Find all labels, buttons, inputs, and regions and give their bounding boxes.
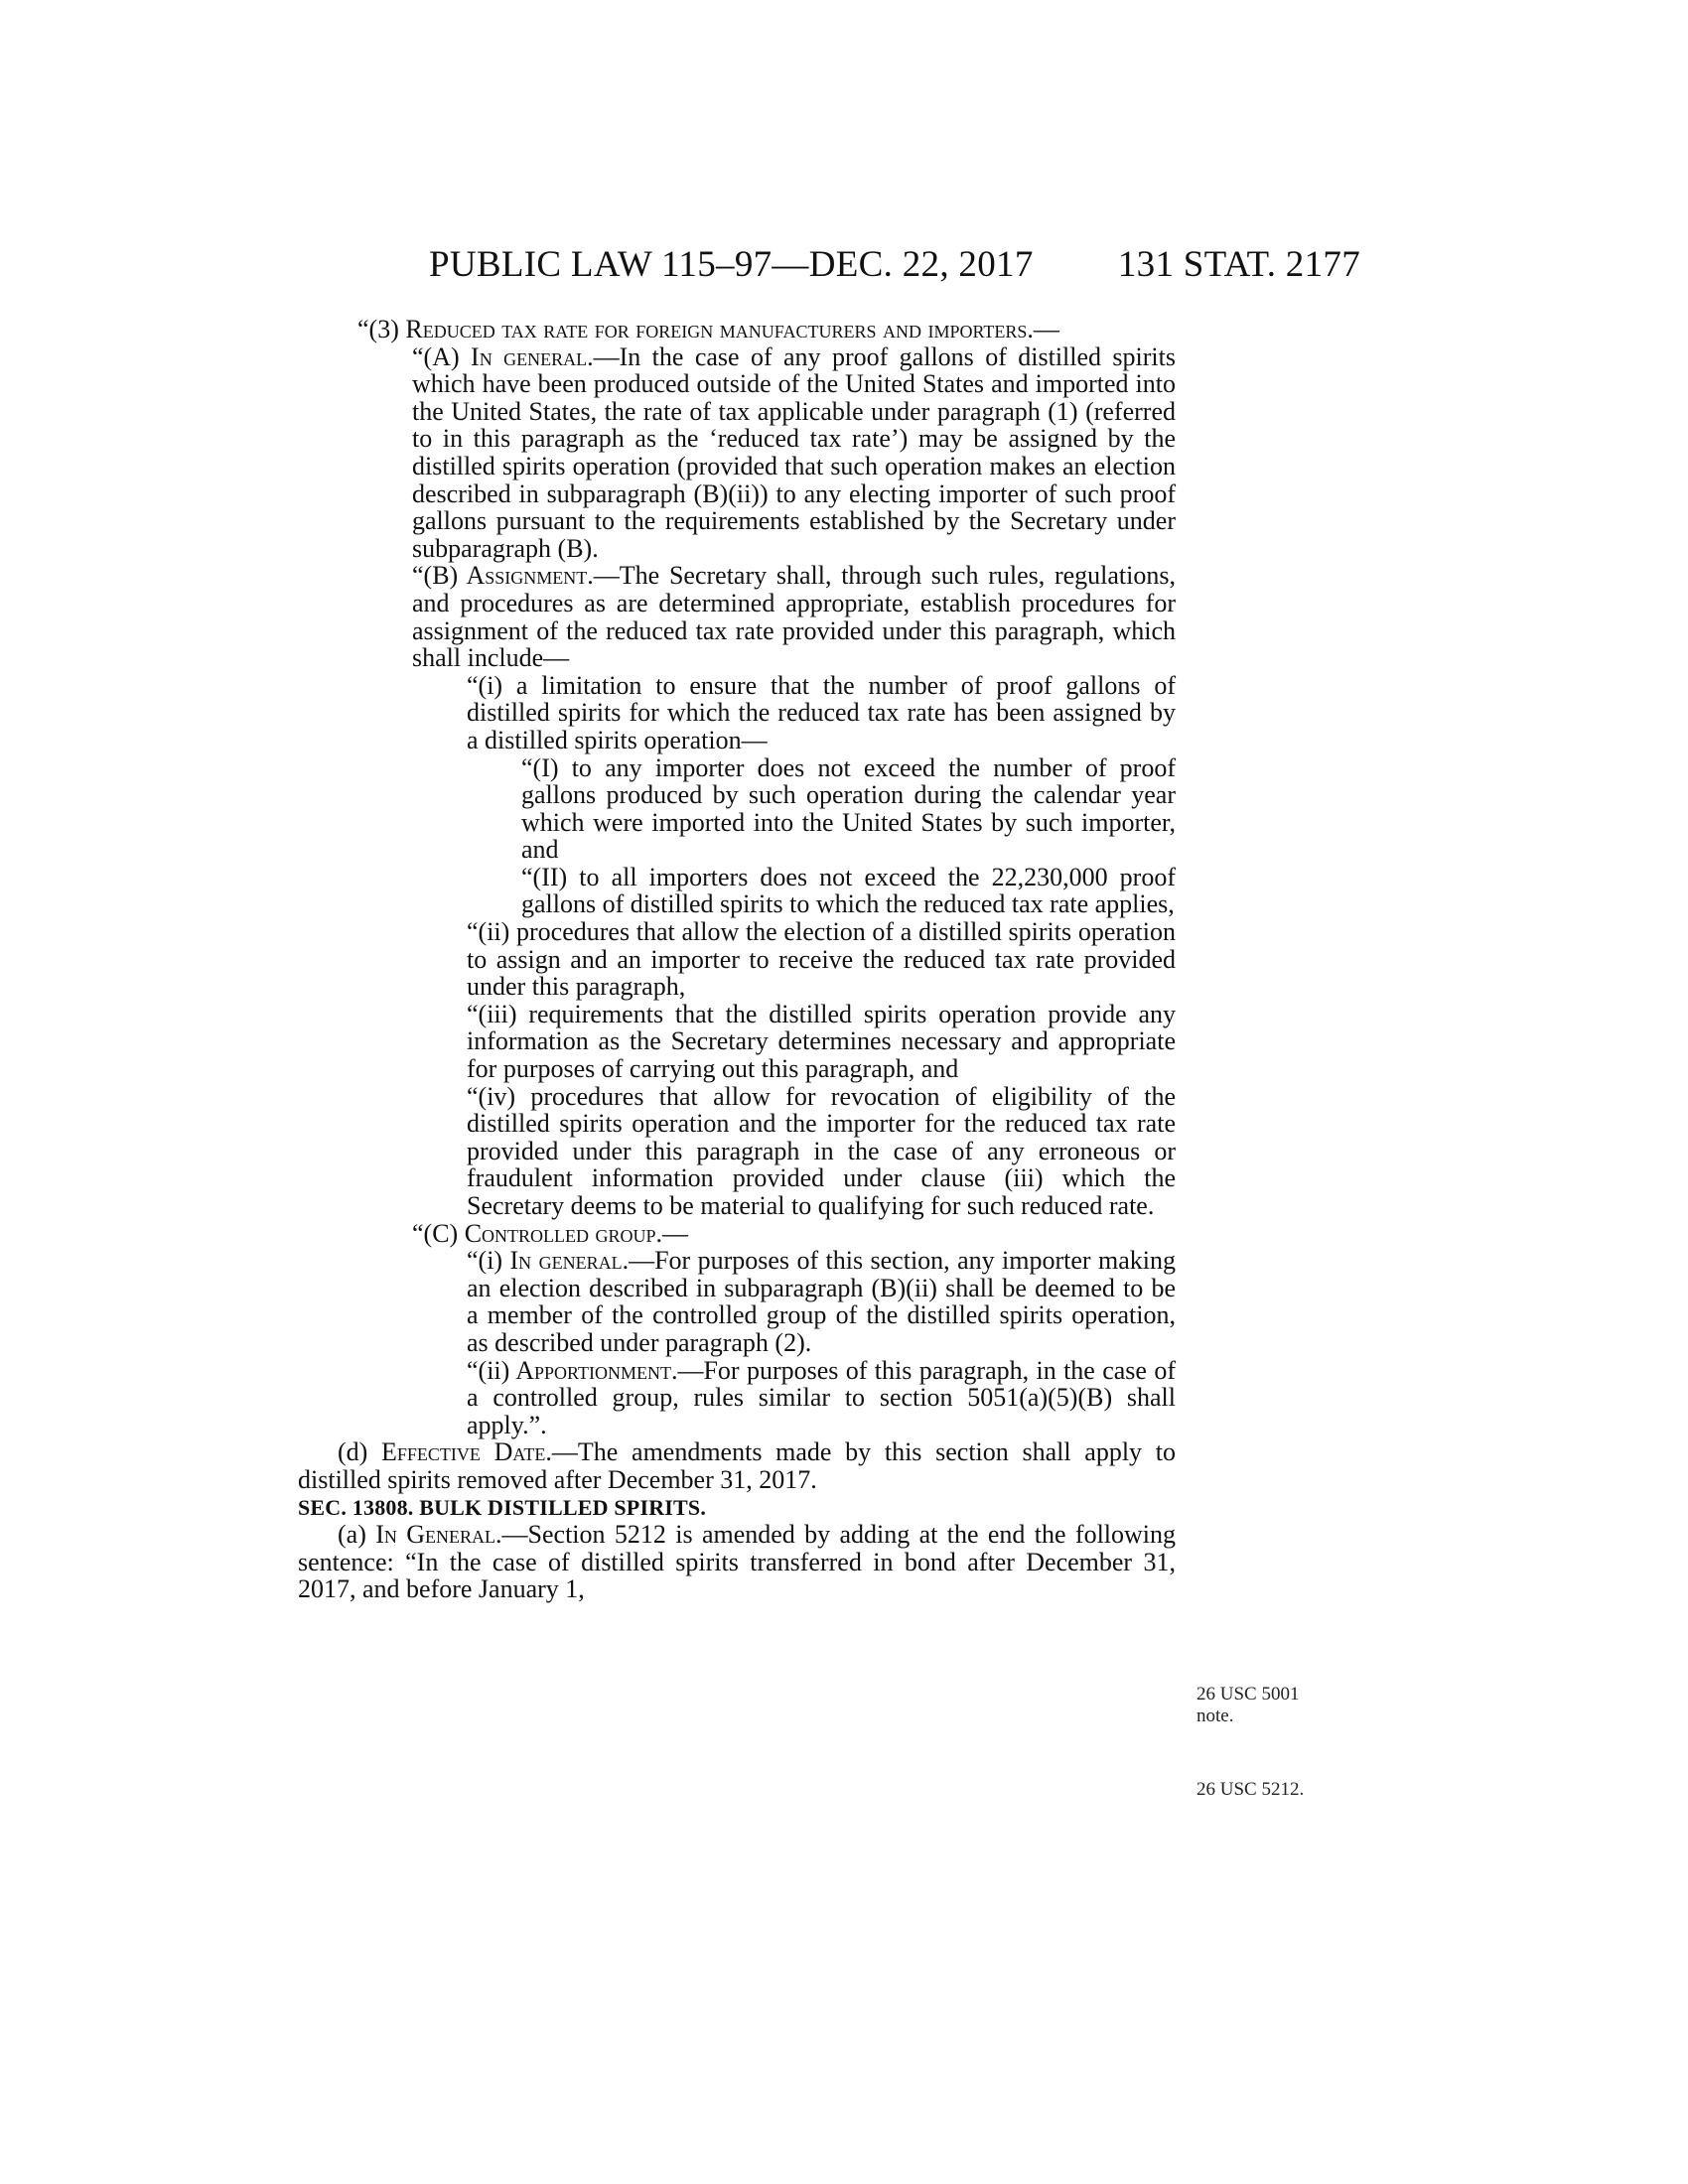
subsection-d: (d) Effective Date.—The amendments made by this section shall apply to distilled spirits removed after December 31, 2017. bbox=[298, 1437, 1176, 1494]
subparagraph-C-heading: “(C) Controlled group.— bbox=[412, 1218, 689, 1248]
subparagraph-A: “(A) In general.—In the case of any proof gallons of distilled spirits which have been produced outside of the United States and imported into the United States, the rate of tax applicable under paragraph (1) (referred to in this paragraph as the ‘reduced tax rate’) may be assigned by the distilled spirits operation (provided that such operation makes an election described in subparagraph (B)(ii)) to any electing importer of such proof gallons pursuant to the requirements established by the Secretary under subparagraph (B). bbox=[412, 341, 1176, 563]
subparagraph-B: “(B) Assignment.—The Secretary shall, through such rules, regulations, and procedures as are determined appropriate, establish procedures for assignment of the reduced tax rate provided under this paragraph, which shall include— bbox=[412, 561, 1176, 673]
margin-note-26-usc-5001: 26 USC 5001 note. bbox=[1196, 1684, 1300, 1726]
subsection-a: (a) In General.—Section 5212 is amended by adding at the end the following sentence: “In the case of distilled spirits transferred in bond after December 31, 2017, and before January 1, bbox=[298, 1520, 1177, 1604]
running-header-page-number: 131 STAT. 2177 bbox=[1117, 244, 1360, 285]
clause-B-iv: “(iv) procedures that allow for revocation of eligibility of the distilled spirits operation and the importer for the reduced tax rate provided under this paragraph in the case of any erroneous or fraudulent information provided under clause (iii) which the Secretary deems to be material to qualifying for such reduced rate. bbox=[467, 1081, 1176, 1220]
clause-C-i: “(i) In general.—For purposes of this section, any importer making an election described in subparagraph (B)(ii) shall be deemed to be a member of the controlled group of the distilled spirits operation, as described under paragraph (2). bbox=[467, 1246, 1176, 1357]
clause-C-ii: “(ii) Apportionment.—For purposes of this paragraph, in the case of a controlled group, rules similar to section 5051(a)(5)(B) shall apply.”. bbox=[467, 1355, 1176, 1439]
paragraph-3-heading: “(3) Reduced tax rate for foreign manufacturers and importers.— bbox=[357, 315, 1059, 343]
running-header-left: PUBLIC LAW 115–97—DEC. 22, 2017 bbox=[429, 244, 1034, 285]
subclause-B-i-II: “(II) to all importers does not exceed the 22,230,000 proof gallons of distilled spirits to which the reduced tax rate applies, bbox=[521, 862, 1176, 919]
statute-text bbox=[298, 316, 1176, 1603]
subclause-B-i-I: “(I) to any importer does not exceed the number of proof gallons produced by such operation during the calendar year which were imported into the United States by such importer, and bbox=[521, 752, 1176, 865]
margin-note-26-usc-5212: 26 USC 5212. bbox=[1196, 1779, 1305, 1800]
clause-B-i: “(i) a limitation to ensure that the number of proof gallons of distilled spirits for which the reduced tax rate has been assigned by a distilled spirits operation— bbox=[467, 670, 1176, 754]
clause-B-iii: “(iii) requirements that the distilled spirits operation provide any information as the Secretary determines necessary and appropriate for purposes of carrying out this paragraph, and bbox=[467, 999, 1176, 1084]
clause-B-ii: “(ii) procedures that allow the election of a distilled spirits operation to assign and an importer to receive the reduced tax rate provided under this paragraph, bbox=[467, 917, 1176, 1002]
section-heading: SEC. 13808. BULK DISTILLED SPIRITS. bbox=[298, 1494, 707, 1520]
